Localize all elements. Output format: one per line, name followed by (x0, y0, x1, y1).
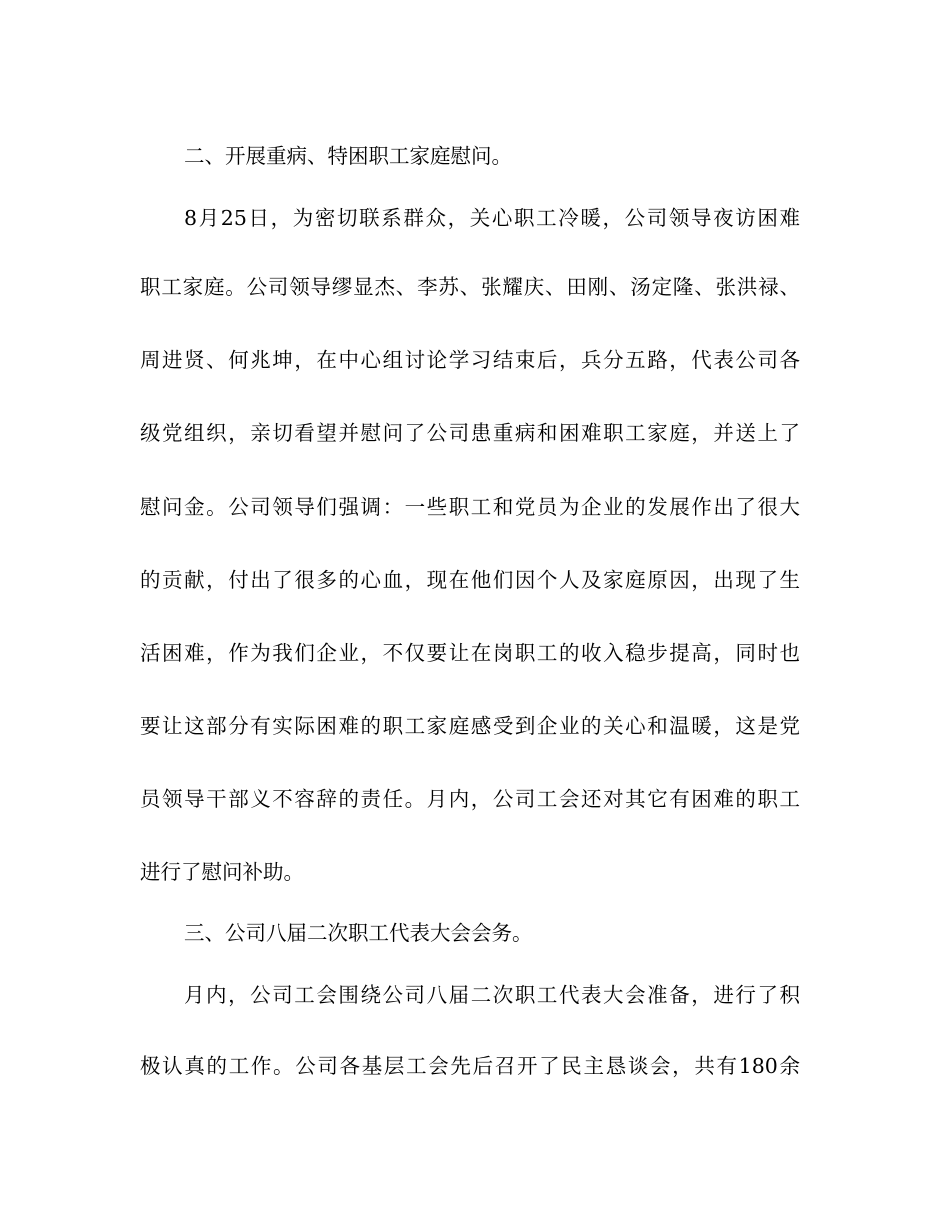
paragraph-line: 级党组织，亲切看望并慰问了公司患重病和困难职工家庭，并送上了 (140, 421, 800, 445)
paragraph-line: 月内，公司工会围绕公司八届二次职工代表大会准备，进行了积 (184, 983, 800, 1007)
paragraph-line: 周进贤、何兆坤，在中心组讨论学习结束后，兵分五路，代表公司各 (140, 348, 800, 372)
paragraph-line: 员领导干部义不容辞的责任。月内，公司工会还对其它有困难的职工 (140, 787, 800, 811)
section-heading-3: 三、公司八届二次职工代表大会会务。 (184, 921, 533, 945)
section-heading-2: 二、开展重病、特困职工家庭慰问。 (184, 144, 512, 168)
paragraph-line: 8月25日，为密切联系群众，关心职工冷暖，公司领导夜访困难 (184, 206, 800, 230)
paragraph-line: 要让这部分有实际困难的职工家庭感受到企业的关心和温暖，这是党 (140, 714, 800, 738)
paragraph-line: 进行了慰问补助。 (140, 860, 304, 884)
paragraph-line: 的贡献，付出了很多的心血，现在他们因个人及家庭原因，出现了生 (140, 568, 800, 592)
paragraph-line: 活困难，作为我们企业，不仅要让在岗职工的收入稳步提高，同时也 (140, 641, 800, 665)
paragraph-line: 慰问金。公司领导们强调：一些职工和党员为企业的发展作出了很大 (140, 495, 800, 519)
paragraph-line: 极认真的工作。公司各基层工会先后召开了民主恳谈会，共有180余 (140, 1054, 800, 1078)
paragraph-line: 职工家庭。公司领导缪显杰、李苏、张耀庆、田刚、汤定隆、张洪禄、 (140, 275, 800, 299)
